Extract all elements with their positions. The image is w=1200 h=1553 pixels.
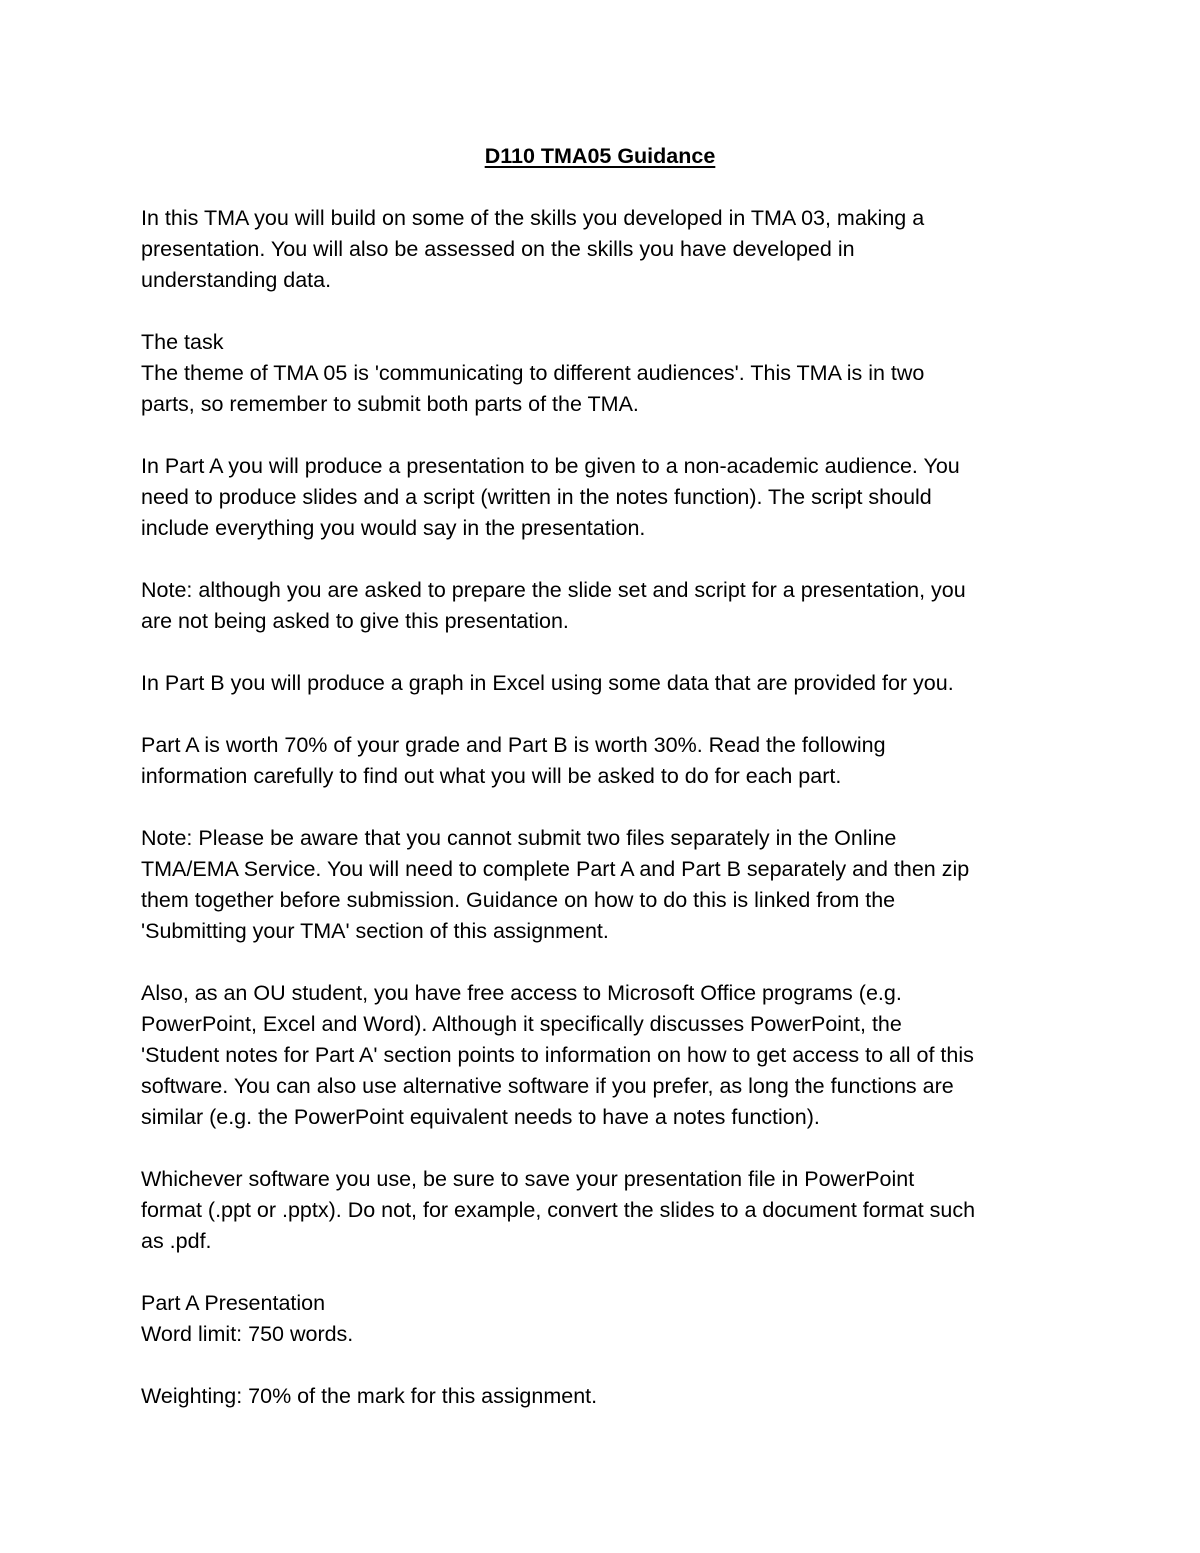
- text-line: In Part A you will produce a presentation to be given to a non-academic audience. You: [141, 454, 960, 478]
- text-line: are not being asked to give this presentation.: [141, 609, 569, 633]
- paragraph-part-a-heading: [141, 1288, 1081, 1350]
- text-line: format (.ppt or .pptx). Do not, for example, convert the slides to a document format such: [141, 1198, 976, 1222]
- paragraph-weighting: [141, 1381, 1081, 1412]
- paragraph-note-presentation: [141, 575, 1081, 637]
- paragraph-task: [141, 327, 1081, 420]
- text-line: TMA/EMA Service. You will need to complete Part A and Part B separately and then zip: [141, 857, 970, 881]
- paragraph-worth: [141, 730, 1081, 792]
- text-line: Part A is worth 70% of your grade and Part B is worth 30%. Read the following: [141, 733, 886, 757]
- paragraph-note-submit: [141, 823, 1081, 947]
- text-line: them together before submission. Guidance on how to do this is linked from the: [141, 888, 896, 912]
- word-limit: Word limit: 750 words.: [141, 1322, 354, 1346]
- text-line: presentation. You will also be assessed on the skills you have developed in: [141, 237, 855, 261]
- paragraph-part-b-intro: [141, 668, 1081, 699]
- text-line: PowerPoint, Excel and Word). Although it specifically discusses PowerPoint, the: [141, 1012, 902, 1036]
- text-line: Note: although you are asked to prepare the slide set and script for a presentation, you: [141, 578, 966, 602]
- section-heading-part-a: Part A Presentation: [141, 1291, 326, 1315]
- text-line: as .pdf.: [141, 1229, 212, 1253]
- text-line: similar (e.g. the PowerPoint equivalent needs to have a notes function).: [141, 1105, 820, 1129]
- text-line: need to produce slides and a script (written in the notes function). The script should: [141, 485, 932, 509]
- text-line: The theme of TMA 05 is 'communicating to different audiences'. This TMA is in two: [141, 361, 925, 385]
- text-line: 'Student notes for Part A' section points to information on how to get access to all of this: [141, 1043, 974, 1067]
- text-line: Whichever software you use, be sure to save your presentation file in PowerPoint: [141, 1167, 915, 1191]
- document-body: [141, 203, 1081, 1412]
- text-line: 'Submitting your TMA' section of this assignment.: [141, 919, 609, 943]
- text-line: In Part B you will produce a graph in Excel using some data that are provided for you.: [141, 671, 954, 695]
- text-line: include everything you would say in the presentation.: [141, 516, 646, 540]
- paragraph-office: [141, 978, 1081, 1133]
- paragraph-intro: [141, 203, 1081, 296]
- text-line: software. You can also use alternative software if you prefer, as long the functions are: [141, 1074, 954, 1098]
- section-heading-the-task: The task: [141, 330, 224, 354]
- document-title: D110 TMA05 Guidance: [484, 144, 716, 168]
- weighting: Weighting: 70% of the mark for this assignment.: [141, 1384, 598, 1408]
- paragraph-part-a-intro: [141, 451, 1081, 544]
- text-line: In this TMA you will build on some of the skills you developed in TMA 03, making a: [141, 206, 925, 230]
- text-line: Note: Please be aware that you cannot submit two files separately in the Online: [141, 826, 897, 850]
- text-line: understanding data.: [141, 268, 332, 292]
- text-line: Also, as an OU student, you have free access to Microsoft Office programs (e.g.: [141, 981, 902, 1005]
- paragraph-format: [141, 1164, 1081, 1257]
- text-line: parts, so remember to submit both parts of the TMA.: [141, 392, 639, 416]
- text-line: information carefully to find out what you will be asked to do for each part.: [141, 764, 842, 788]
